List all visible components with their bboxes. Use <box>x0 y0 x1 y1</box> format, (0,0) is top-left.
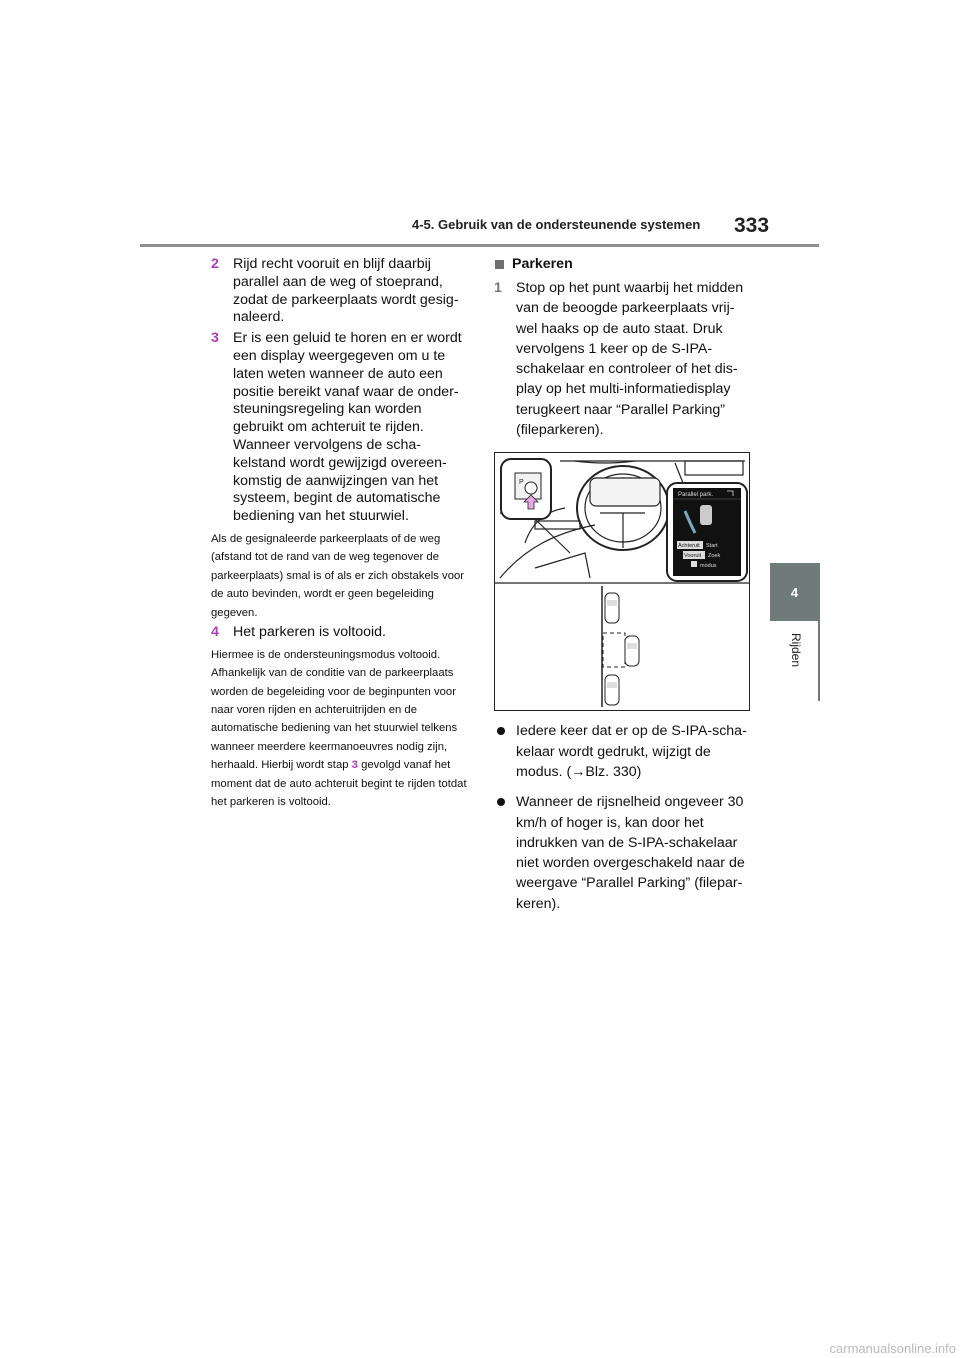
bullet-text: Iedere keer dat er op de S-IPA-schakelaar wordt gedrukt, wijzigt de modus. (→Blz. 330) <box>516 723 747 780</box>
forward-label: Vooruit <box>684 553 702 560</box>
parked-car-icon <box>605 675 619 705</box>
section-header-title: 4-5. Gebruik van de ondersteunende systemen <box>412 217 701 232</box>
step-4 <box>211 624 469 642</box>
chapter-tab-rule <box>818 563 820 701</box>
section-heading <box>494 256 750 272</box>
bullet-item <box>494 721 750 782</box>
parked-car-icon <box>605 593 619 623</box>
step-2 <box>211 256 469 327</box>
inline-step-reference: 3 <box>351 759 358 772</box>
step-3 <box>211 330 469 526</box>
watermark: carmanualsonline.info <box>829 1341 956 1356</box>
bullet-text: Wanneer de rijsnelheid ongeveer 30 km/h of hoger is, kan door het indrukken van de S-IPA-schakelaar niet worden overgeschakeld naar de weergave “Parallel Parking” (fileparkeren). <box>516 794 745 912</box>
step-text: Er is een geluid te horen en er wordt een display weergegeven om u te laten weten wanneer de auto een positie bereikt vanaf waar de ondersteuningsregeling kan worden gebruikt om achteruit te rijden. Wanneer vervolgens de schakelstand wordt gewijzigd overeenkomstig de aanwijzingen van het systeem, begint de automatische bediening van het stuurwiel. <box>233 330 462 525</box>
note-paragraph: Hiermee is de ondersteuningsmodus voltooid. Afhankelijk van de conditie van de parkeerplaats worden de begeleiding voor de beginpunten voor naar voren rijden en achteruitrijden en de automatische bediening van het stuurwiel telkens wanneer meerdere keermanoeuvres nodig zijn, herhaald. Hierbij wordt stap 3 gevolgd vanaf het moment dat de auto achteruit begint te rijden totdat het parkeren is voltooid. <box>211 648 467 809</box>
dashboard-and-parking-illustration <box>495 453 749 710</box>
step-number: 1 <box>494 280 502 296</box>
chapter-label: Rijden <box>789 632 803 668</box>
illustration-figure <box>494 452 750 711</box>
display-title: Parallel park. <box>678 492 714 499</box>
mode-label: modus <box>700 563 717 570</box>
step-1 <box>494 278 750 440</box>
bullet-dot-icon <box>497 798 505 806</box>
right-column <box>494 256 750 924</box>
bullet-dot-icon <box>497 727 505 735</box>
step-number: 4 <box>211 623 219 640</box>
step-text: Stop op het punt waarbij het midden van de beoogde parkeerplaats vrijwel haaks op de auto staat. Druk vervolgens 1 keer op de S-IPA-schakelaar en controleer of het display op het multi-informatiedisplay terugkeert naar “Parallel Parking” (fileparkeren). <box>516 280 744 439</box>
start-label: Start <box>706 543 718 550</box>
search-label: Zoek <box>708 553 721 560</box>
own-car-icon <box>625 636 639 666</box>
bullet-item <box>494 792 750 914</box>
note-paragraph: Als de gesignaleerde parkeerplaats of de weg (afstand tot de rand van de weg tegenover de parkeerplaats) smal is of als er zich obstakels voor de auto bevinden, wordt er geen begeleiding gegeven. <box>211 532 465 619</box>
square-bullet-icon <box>495 260 504 269</box>
step-number: 2 <box>211 256 219 272</box>
header-divider <box>140 244 819 247</box>
page-number: 333 <box>734 214 770 237</box>
step-text: Het parkeren is voltooid. <box>233 623 386 640</box>
car-icon <box>700 505 712 525</box>
chapter-number: 4 <box>790 584 799 600</box>
chapter-tab[interactable] <box>770 563 819 621</box>
step-number: 3 <box>211 330 219 347</box>
reverse-label: Achteruit <box>678 543 700 550</box>
left-column <box>211 256 469 813</box>
target-parking-space <box>603 633 625 667</box>
section-title: Parkeren <box>512 256 573 272</box>
step-text: Rijd recht vooruit en blijf daarbij parallel aan de weg of stoeprand, zodat de parkeerplaats wordt gesignaleerd. <box>233 256 459 326</box>
switch-letter: P <box>519 479 524 487</box>
